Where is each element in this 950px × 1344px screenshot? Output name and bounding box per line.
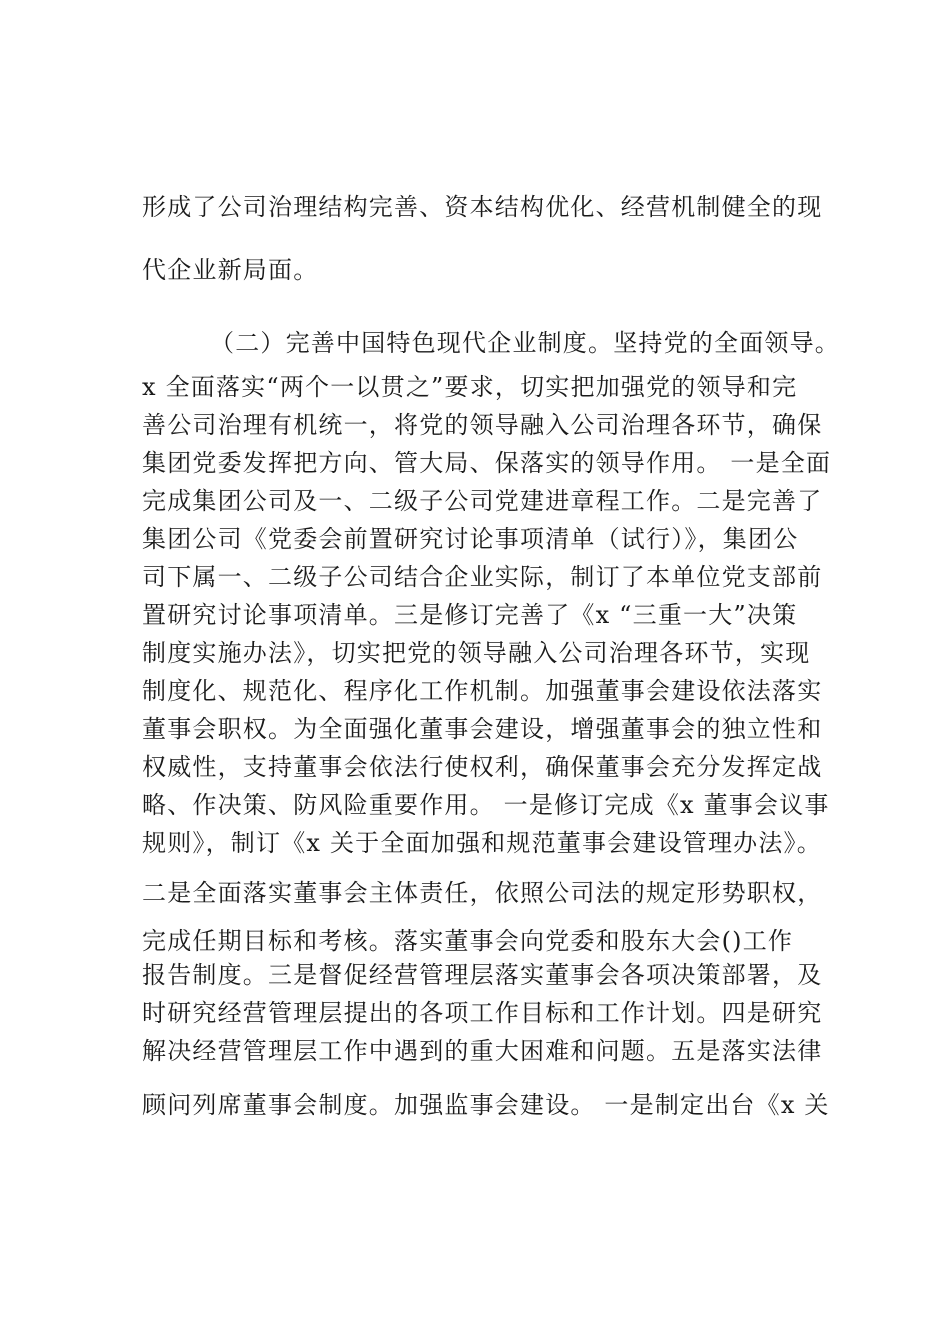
text-line: 置研究讨论事项清单。三是修订完善了《x “三重一大”决策 bbox=[142, 601, 798, 629]
text-line: 董事会职权。为全面强化董事会建设，增强董事会的独立性和 bbox=[142, 715, 823, 743]
text-line: 形成了公司治理结构完善、资本结构优化、经营机制健全的现 bbox=[142, 193, 823, 221]
text-line: 解决经营管理层工作中遇到的重大困难和问题。五是落实法律 bbox=[142, 1037, 823, 1065]
text-line: 司下属一、二级子公司结合企业实际，制订了本单位党支部前 bbox=[142, 563, 823, 591]
text-line: 制度实施办法》，切实把党的领导融入公司治理各环节，实现 bbox=[142, 639, 811, 667]
text-line: 善公司治理有机统一，将党的领导融入公司治理各环节，确保 bbox=[142, 411, 823, 439]
text-line: 完成集团公司及一、二级子公司党建进章程工作。二是完善了 bbox=[142, 487, 823, 515]
text-line: 时研究经营管理层提出的各项工作目标和工作计划。四是研究 bbox=[142, 999, 823, 1027]
text-line: 集团党委发挥把方向、管大局、保落实的领导作用。 一是全面 bbox=[142, 449, 832, 477]
text-line: 略、作决策、防风险重要作用。 一是修订完成《x 董事会议事 bbox=[142, 791, 830, 819]
text-line: 规则》，制订《x 关于全面加强和规范董事会建设管理办法》。 bbox=[142, 829, 822, 857]
text-line: 制度化、规范化、程序化工作机制。加强董事会建设依法落实 bbox=[142, 677, 823, 705]
text-line: 二是全面落实董事会主体责任，依照公司法的规定形势职权， bbox=[142, 879, 823, 907]
text-line: 权威性，支持董事会依法行使权利，确保董事会充分发挥定战 bbox=[142, 753, 823, 781]
text-line: 报告制度。三是督促经营管理层落实董事会各项决策部署，及 bbox=[142, 961, 823, 989]
text-line: x 全面落实“两个一以贯之”要求，切实把加强党的领导和完 bbox=[142, 373, 798, 401]
text-line: 完成任期目标和考核。落实董事会向党委和股东大会()工作 bbox=[142, 927, 794, 955]
text-line: 顾问列席董事会制度。加强监事会建设。 一是制定出台《x 关 bbox=[142, 1091, 830, 1119]
paragraph-heading: （二）完善中国特色现代企业制度。坚持党的全面领导。 bbox=[210, 329, 840, 357]
text-line: 代企业新局面。 bbox=[142, 256, 319, 284]
text-line: 集团公司《党委会前置研究讨论事项清单（试行）》，集团公 bbox=[142, 525, 799, 553]
